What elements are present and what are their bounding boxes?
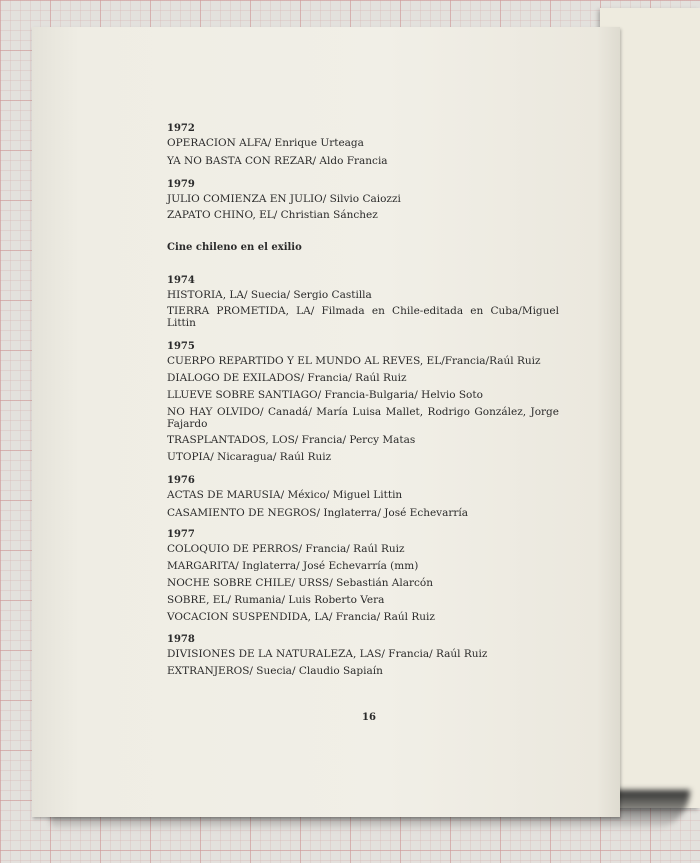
year-group: [167, 632, 559, 682]
film-entry: DIALOGO DE EXILADOS/ Francia/ Raúl Ruiz: [167, 372, 407, 384]
year-heading: 1977: [167, 529, 195, 540]
year-group: [167, 273, 559, 339]
year-heading: 1979: [167, 179, 195, 190]
page-number: 16: [362, 712, 376, 723]
film-entry: OPERACION ALFA/ Enrique Urteaga: [167, 137, 364, 149]
year-heading: 1972: [167, 123, 195, 134]
film-list: [167, 121, 559, 682]
year-group: [167, 121, 559, 177]
film-entry: SOBRE, EL/ Rumania/ Luis Roberto Vera: [167, 594, 385, 606]
year-heading: 1976: [167, 475, 195, 486]
film-entry: HISTORIA, LA/ Suecia/ Sergio Castilla: [167, 289, 372, 301]
film-entry: EXTRANJEROS/ Suecia/ Claudio Sapiaín: [167, 665, 383, 677]
year-group: [167, 473, 559, 527]
film-entry: MARGARITA/ Inglaterra/ José Echevarría (mm): [167, 560, 419, 572]
year-heading: 1974: [167, 275, 195, 286]
year-group: [167, 527, 559, 632]
film-entry: CUERPO REPARTIDO Y EL MUNDO AL REVES, EL/Francia/Raúl Ruiz: [167, 355, 541, 367]
film-entry: LLUEVE SOBRE SANTIAGO/ Francia-Bulgaria/ Helvio Soto: [167, 389, 483, 401]
film-entry: ACTAS DE MARUSIA/ México/ Miguel Littin: [167, 489, 403, 501]
film-entry: NOCHE SOBRE CHILE/ URSS/ Sebastián Alarcón: [167, 577, 433, 589]
document-page: [32, 27, 620, 817]
film-entry: VOCACION SUSPENDIDA, LA/ Francia/ Raúl Ruiz: [167, 611, 435, 623]
film-entry: TRASPLANTADOS, LOS/ Francia/ Percy Matas: [167, 434, 416, 446]
year-group: [167, 339, 559, 473]
year-group: [167, 177, 559, 241]
film-entry: YA NO BASTA CON REZAR/ Aldo Francia: [167, 155, 388, 167]
film-entry: TIERRA PROMETIDA, LA/ Filmada en Chile-editada en Cuba/Miguel Littin: [167, 305, 559, 329]
film-entry: NO HAY OLVIDO/ Canadá/ María Luisa Mallet, Rodrigo González, Jorge Fajardo: [167, 406, 559, 430]
section-title: Cine chileno en el exilio: [167, 242, 302, 253]
film-entry: JULIO COMIENZA EN JULIO/ Silvio Caiozzi: [167, 193, 401, 205]
film-entry: DIVISIONES DE LA NATURALEZA, LAS/ Francia/ Raúl Ruiz: [167, 648, 488, 660]
film-entry: CASAMIENTO DE NEGROS/ Inglaterra/ José Echevarría: [167, 507, 469, 519]
film-entry: COLOQUIO DE PERROS/ Francia/ Raúl Ruiz: [167, 543, 405, 555]
year-heading: 1978: [167, 634, 195, 645]
film-entry: UTOPIA/ Nicaragua/ Raúl Ruiz: [167, 451, 332, 463]
year-heading: 1975: [167, 341, 195, 352]
film-entry: ZAPATO CHINO, EL/ Christian Sánchez: [167, 209, 378, 221]
